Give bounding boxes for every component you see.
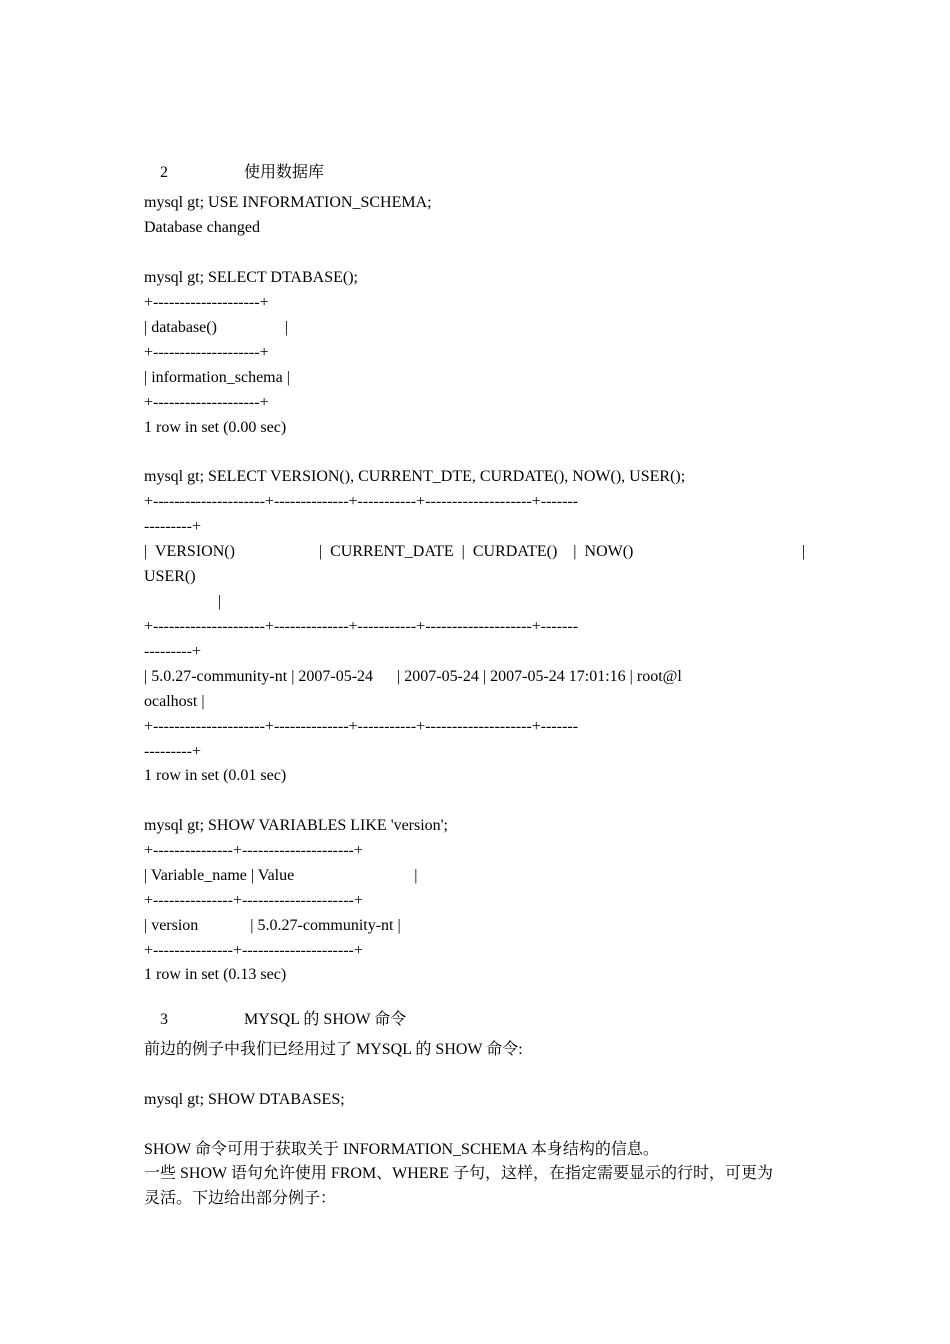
table-header: | Variable_name | Value | — [144, 867, 418, 884]
table-header: | VERSION() | CURRENT_DATE | CURDATE() | NOW() — [144, 543, 634, 560]
command-line: mysql gt; SHOW VARIABLES LIKE 'version'; — [144, 817, 448, 834]
table-border: +---------------------+--------------+-----------+--------------------+------- — [144, 718, 579, 735]
result-line: Database changed — [144, 219, 260, 236]
section-number: 3 — [160, 1011, 168, 1028]
result-summary: 1 row in set (0.13 sec) — [144, 966, 287, 983]
table-border: +--------------------+ — [144, 344, 269, 361]
command-line: mysql gt; SELECT VERSION(), CURRENT_DTE, CURDATE(), NOW(), USER(); — [144, 468, 686, 485]
section-2-heading — [144, 143, 325, 181]
table-header: | database() | — [144, 319, 289, 336]
command-line: mysql gt; USE INFORMATION_SCHEMA; — [144, 194, 432, 211]
result-summary: 1 row in set (0.00 sec) — [144, 419, 287, 436]
table-border: +--------------------+ — [144, 294, 269, 311]
table-row: | version | 5.0.27-community-nt | — [144, 917, 401, 934]
paragraph: SHOW 命令可用于获取关于 INFORMATION_SCHEMA 本身结构的信息。 — [144, 1141, 659, 1158]
command-line: mysql gt; SELECT DTABASE(); — [144, 269, 358, 286]
section-number: 2 — [160, 164, 168, 181]
table-row: | information_schema | — [144, 369, 290, 386]
paragraph-continuation: 灵活。下边给出部分例子： — [144, 1190, 337, 1207]
table-border: +---------------+---------------------+ — [144, 942, 363, 959]
table-row-wrap: ocalhost | — [144, 693, 205, 710]
table-row: | 5.0.27-community-nt | 2007-05-24 | 2007-05-24 | 2007-05-24 17:01:16 | root@l — [144, 668, 682, 685]
result-summary: 1 row in set (0.01 sec) — [144, 767, 287, 784]
table-header-end: | — [802, 543, 806, 560]
table-header-wrap: USER() — [144, 568, 196, 585]
paragraph: 前边的例子中我们已经用过了 MYSQL 的 SHOW 命令: — [144, 1041, 523, 1058]
table-border-wrap: ---------+ — [144, 518, 201, 535]
table-border: +---------------+---------------------+ — [144, 842, 363, 859]
section-title: MYSQL 的 SHOW 命令 — [244, 1011, 407, 1028]
table-border-wrap: ---------+ — [144, 643, 201, 660]
table-header-wrap: | — [218, 593, 222, 610]
table-border: +---------------+---------------------+ — [144, 892, 363, 909]
section-title: 使用数据库 — [244, 164, 325, 181]
table-border: +---------------------+--------------+-----------+--------------------+------- — [144, 618, 579, 635]
table-border: +---------------------+--------------+-----------+--------------------+------- — [144, 493, 579, 510]
table-border: +--------------------+ — [144, 394, 269, 411]
section-3-heading — [144, 990, 407, 1028]
paragraph: 一些 SHOW 语句允许使用 FROM、WHERE 子句，这样，在指定需要显示的行时，可更为 — [144, 1165, 774, 1182]
table-border-wrap: ---------+ — [144, 743, 201, 760]
command-line: mysql gt; SHOW DTABASES; — [144, 1091, 345, 1108]
